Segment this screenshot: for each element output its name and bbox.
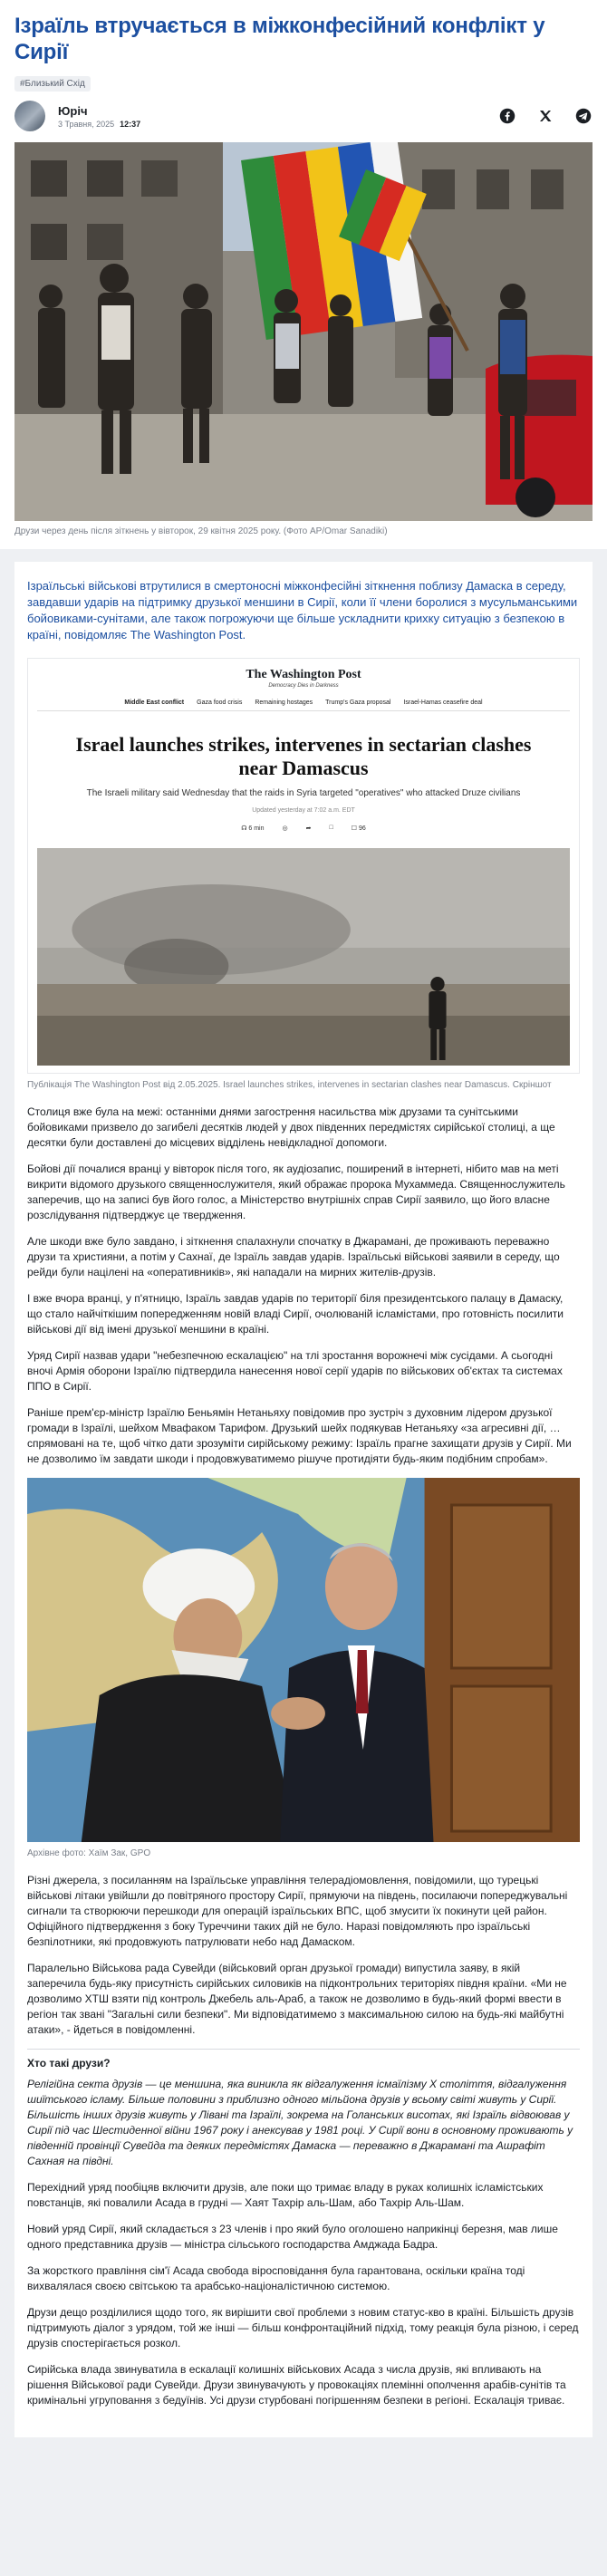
share-icon: ➦ <box>305 825 312 832</box>
body-paragraph: Новий уряд Сирії, який складається з 23 членів і про який було оголошено наприкінці березня, мав лише одного представника друзів — міністра сільського господарства Амджада Бадра. <box>27 2223 558 2251</box>
date-text: 3 Травня, 2025 <box>58 119 115 129</box>
section-intro: Релігійна секта друзів — це меншина, яка виникла як відгалуження ісмаїлізму X століття, відгалуження шиїтського ісламу. Більше половини з приблизно одного мільйона друзів у всьому світі живуть у Сирії. Більшість інших друзів живуть у Лівані та Ізраїлі, зокрема на Голанських висотах, які Ізраїль відвоював у Сирії під час Шестиденної війни 1967 року і анексував у 1981 році. У Сирії вони в основному проживають у південній провінції Сувейда та деяких передмістях Дамаска — переважно в Джарамані та Ашрафіт Сахная на півдні. <box>27 2078 573 2167</box>
wapo-headline: Israel launches strikes, intervenes in sectarian clashes near Damascus <box>75 733 532 779</box>
bookmark-icon: □ <box>329 825 333 831</box>
body-paragraph: Різні джерела, з посиланням на Ізраїльське управління телерадіомовлення, повідомили, що турецькі військові літаки увійшли до повітряного простору Сирії, прямуючи на південь, посилаючи попереджувальні сигнали та створюючи перешкоди для операцій ізраїльських ВПС, щоб змусити їх покинути цей район. Офіційного підтвердження з боку Туреччини таких дій не було. Наразі повідомляють про ізраїльські безпілотники, які продовжують патрулювати небо над Дамаском. <box>27 1874 568 1948</box>
x-icon[interactable] <box>536 107 554 125</box>
wapo-time-read: 6 min <box>248 825 265 832</box>
publish-date <box>58 120 140 129</box>
article-body <box>14 562 593 2437</box>
body-paragraph: Друзи дещо розділилися щодо того, як вирішити свої проблеми з новим статус-кво в країні. Більшість друзів підтримують діалог з урядом, той же інші — більш конфронтаційний підхід, тому реакція була різною, і серед друзів спостерігається розкол. <box>27 2306 579 2349</box>
article-header <box>0 0 607 142</box>
hero-photo <box>14 142 593 521</box>
author-name[interactable]: Юріч <box>58 103 88 118</box>
body-paragraph: Паралельно Військова рада Сувейди (військовий орган друзької громади) випустила заяву, в якій заперечила будь-яку присутність сирійських силовиків на підконтрольних територіях півдня країни. «Ми не дозволимо ХТШ взяти під контроль Джебель аль-Араб, а також не дозволимо в будь-який формі ввести в регіон так звані "Загальні сили безпеки". Ми відповідатимемо з максимальною силою на будь-які майбутні атаки», - йдеться в повідомленні. <box>27 1962 567 2036</box>
portrait-caption: Архівне фото: Хаїм Зак, GPO <box>27 1848 151 1858</box>
wapo-updated: Updated yesterday at 7:02 a.m. EDT <box>252 807 355 814</box>
time-text: 12:37 <box>120 119 141 129</box>
wapo-slogan: Democracy Dies in Darkness <box>268 683 339 689</box>
body-paragraph: Уряд Сирії назвав удари "небезпечною ескалацією" на тлі зростання ворожнечі між сусідами. А сьогодні вночі Армія оборони Ізраїлю підтвердила нанесення нової серії ударів по військових об'єктах та системах ППО в Сирії. <box>27 1349 563 1393</box>
body-paragraph: Раніше прем'єр-міністр Ізраїлю Беньямін Нетаньяху повідомив про зустріч з духовним лідером друзької громади в Ізраїлі, шейхом Мвафаком Тарифом. Друзький шейх подякував Нетаньяху «за агресивні дії, … спрямовані на те, щоб чітко дати зрозуміти сирійському режиму: Ізраїль прагне захищати друзів у Сирії. Ми не дозволимо їм завдати шкоди і продовжуватимемо рішуче протидіяти будь-яким подібним спробам». <box>27 1406 572 1465</box>
body-paragraph: Але шкоди вже було завдано, і зіткнення спалахнули спочатку в Джарамані, де проживають переважно друзи та християни, а потім у Сахнаї, де Ізраїль завдав ударів. Ізраїльські військові заявили в середу, що рейди були націлені на «оперативників», які нападали на мирних жителів-друзів. <box>27 1235 560 1278</box>
body-paragraph: Бойові дії почалися вранці у вівторок після того, як аудіозапис, поширений в інтернеті, нібито мав на меті викрити відомого друзького священнослужителя, який ображає пророка Мухаммеда. Священнослужитель заперечив, що на записі був його голос, а Міністерство внутрішніх справ Сирії заявило, що його власне розслідування підтверджує це твердження. <box>27 1163 565 1221</box>
wapo-photo <box>37 848 570 1066</box>
wapo-comments: 96 <box>358 825 366 832</box>
headphones-icon: ☊ 6 min <box>241 825 265 832</box>
facebook-icon[interactable] <box>498 107 516 125</box>
body-paragraph: Сирійська влада звинуватила в ескалації колишніх військових Асада з числа друзів, які впливають на рішення Військової ради Сувейди. Друзи звинувачують у провокаціях племінні ополчення арабів-сунітів та кримінальні угруповання з бедуїнів. Усі друзи стурбовані погіршенням безпеки в регіоні. Ескалація триває. <box>27 2363 566 2407</box>
wapo-logo: The Washington Post <box>246 668 361 681</box>
tag-badge[interactable]: #Близький Схід <box>14 76 91 92</box>
hero-wrap <box>0 142 607 549</box>
body-paragraph: Перехідний уряд пообіцяв включити друзів, але поки що тримає владу в руках колишніх ісламістських повстанців, які повалили Асада в грудні — Хаят Тахрір аль-Шам, або Тахрір Аль-Шам. <box>27 2181 544 2209</box>
gift-icon: ◎ <box>282 825 288 832</box>
portrait-photo <box>27 1478 580 1842</box>
body-paragraph: І вже вчора вранці, у п'ятницю, Ізраїль завдав ударів по території біля президентського палацу в Дамаску, що стало найчіткішим попередженням новій владі Сирії, очолюваній ісламістами, про готовність посилити військові дії від імені друзької меншини в країні. <box>27 1292 564 1336</box>
share-bar <box>498 107 593 125</box>
telegram-icon[interactable] <box>574 107 593 125</box>
wapo-nav-item: Israel-Hamas ceasefire deal <box>403 699 483 706</box>
lead-paragraph: Ізраїльські військові втрутилися в смертоносні міжконфесійні зіткнення поблизу Дамаска в середу, завдавши ударів на підтримку друзької меншини в Сирії, коли її члени боролися з мусульманськими бойовиками-сунітами, але також погрожуючи ще більше ускладнити крихку ситуацію з безпекою в країні, повідомляє The Washington Post. <box>27 579 578 642</box>
author-block <box>14 101 140 131</box>
wapo-nav-item: Gaza food crisis <box>197 699 243 706</box>
hero-caption: Друзи через день після зіткнень у вівторок, 29 квітня 2025 року. (Фото AP/Omar Sanadiki) <box>0 521 607 549</box>
body-paragraph: За жорсткого правління сім'ї Асада свобода віросповідання була гарантована, оскільки країна тоді вихвалялася своєю світською та арабсько-націоналістичною системою. <box>27 2264 525 2292</box>
body-paragraph: Столиця вже була на межі: останніми днями загострення насильства між друзами та сунітськими бойовиками призвело до загибелі десятків людей у двох південних передмістях сирійської столиці, а ще десятки були доставлені до місцевих відділень невідкладної допомоги. <box>27 1105 555 1149</box>
wapo-nav-item: Remaining hostages <box>255 699 313 706</box>
wapo-nav <box>37 694 570 711</box>
comment-icon: ☐ 96 <box>351 825 366 832</box>
wapo-screenshot <box>27 658 580 1074</box>
wapo-nav-item: Middle East conflict <box>124 699 185 706</box>
screenshot-caption: Публікація The Washington Post від 2.05.2025. Israel launches strikes, intervenes in sectarian clashes near Damascus. Скріншот <box>27 1080 552 1090</box>
wapo-actions <box>37 825 570 841</box>
article-title: Ізраїль втручається в міжконфесійний конфлікт у Сирії <box>14 14 545 64</box>
avatar[interactable] <box>14 101 45 131</box>
wapo-nav-item: Trump's Gaza proposal <box>325 699 391 706</box>
section-heading: Хто такі друзи? <box>27 2049 580 2069</box>
wapo-subheadline: The Israeli military said Wednesday that the raids in Syria targeted "operatives" who attacked Druze civilians <box>86 788 521 798</box>
article-meta <box>14 92 593 142</box>
